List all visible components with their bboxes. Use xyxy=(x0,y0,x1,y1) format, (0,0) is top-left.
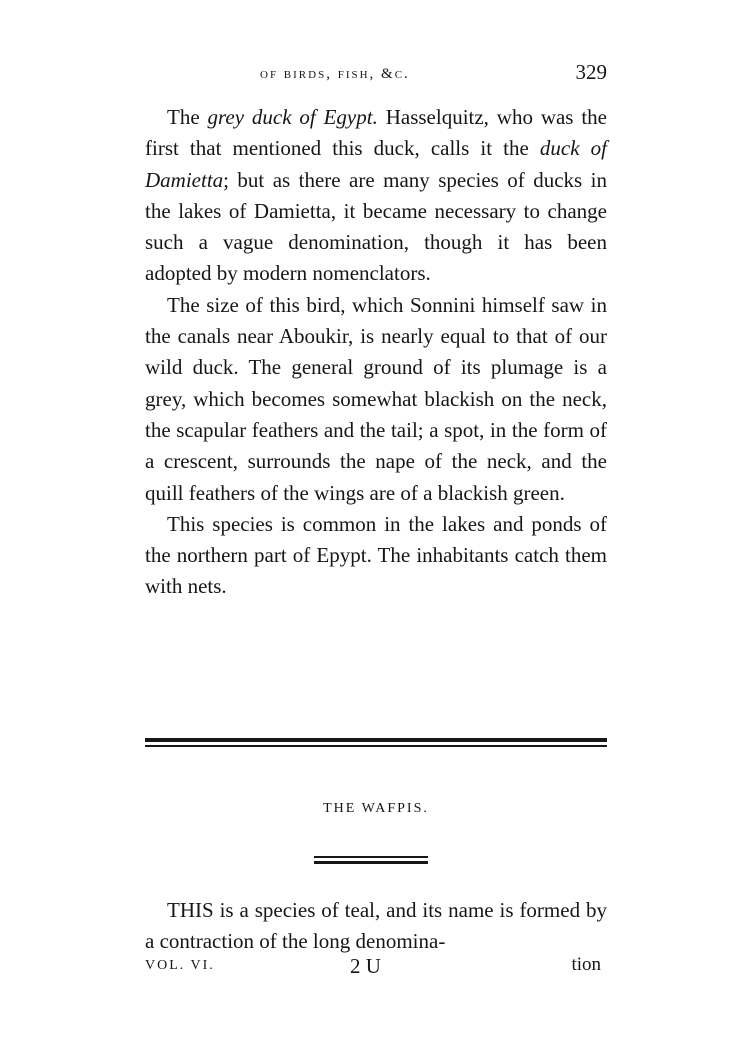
paragraph-1-post: ; but as there are many species of ducks in the lakes of Damietta, it became necessary to change such a vague denomination, though it has been adopted by modern nomenclators. xyxy=(145,167,607,286)
volume-label: VOL. VI. xyxy=(145,958,215,973)
running-title: of birds, fish, &c. xyxy=(260,66,410,82)
alternate-name-italic: duck of Damietta xyxy=(145,136,607,192)
body-text xyxy=(145,102,607,603)
paragraph-1-mid: Hasselquitz, who was the first that mentioned this duck, calls it the xyxy=(145,105,607,161)
title-underline-rule xyxy=(314,856,428,864)
section-title: THE WAFPIS. xyxy=(323,801,429,816)
paragraph-description: The size of this bird, which Sonnini himself saw in the canals near Aboukir, is nearly equal to that of our wild duck. The general ground of its plumage is a grey, which becomes somewhat blackish on the neck, the scapular feathers and the tail; a spot, in the form of a crescent, surrounds the nape of the neck, and the quill feathers of the wings are of a blackish green. xyxy=(145,292,607,505)
divider-thick-line xyxy=(145,738,607,742)
species-name-italic: grey duck of Egypt. xyxy=(207,105,378,129)
running-header xyxy=(145,62,607,92)
paragraph-habitat: This species is common in the lakes and ponds of the northern part of Epypt. The inhabitants catch them with nets. xyxy=(145,511,607,599)
paragraph-1-pre: The xyxy=(167,105,208,129)
page-footer xyxy=(145,954,607,982)
paragraph-grey-duck xyxy=(145,102,607,290)
page-number: 329 xyxy=(575,60,607,84)
underline-line-bottom xyxy=(314,861,428,864)
catchword: tion xyxy=(571,954,601,975)
paragraph-wafpis: THIS is a species of teal, and its name is formed by a contraction of the long denomina- xyxy=(145,898,607,954)
underline-line-top xyxy=(314,856,428,858)
signature-mark: 2 U xyxy=(350,954,381,978)
section-divider-rule xyxy=(145,738,607,748)
divider-thin-line xyxy=(145,745,607,747)
section-text xyxy=(145,895,607,958)
